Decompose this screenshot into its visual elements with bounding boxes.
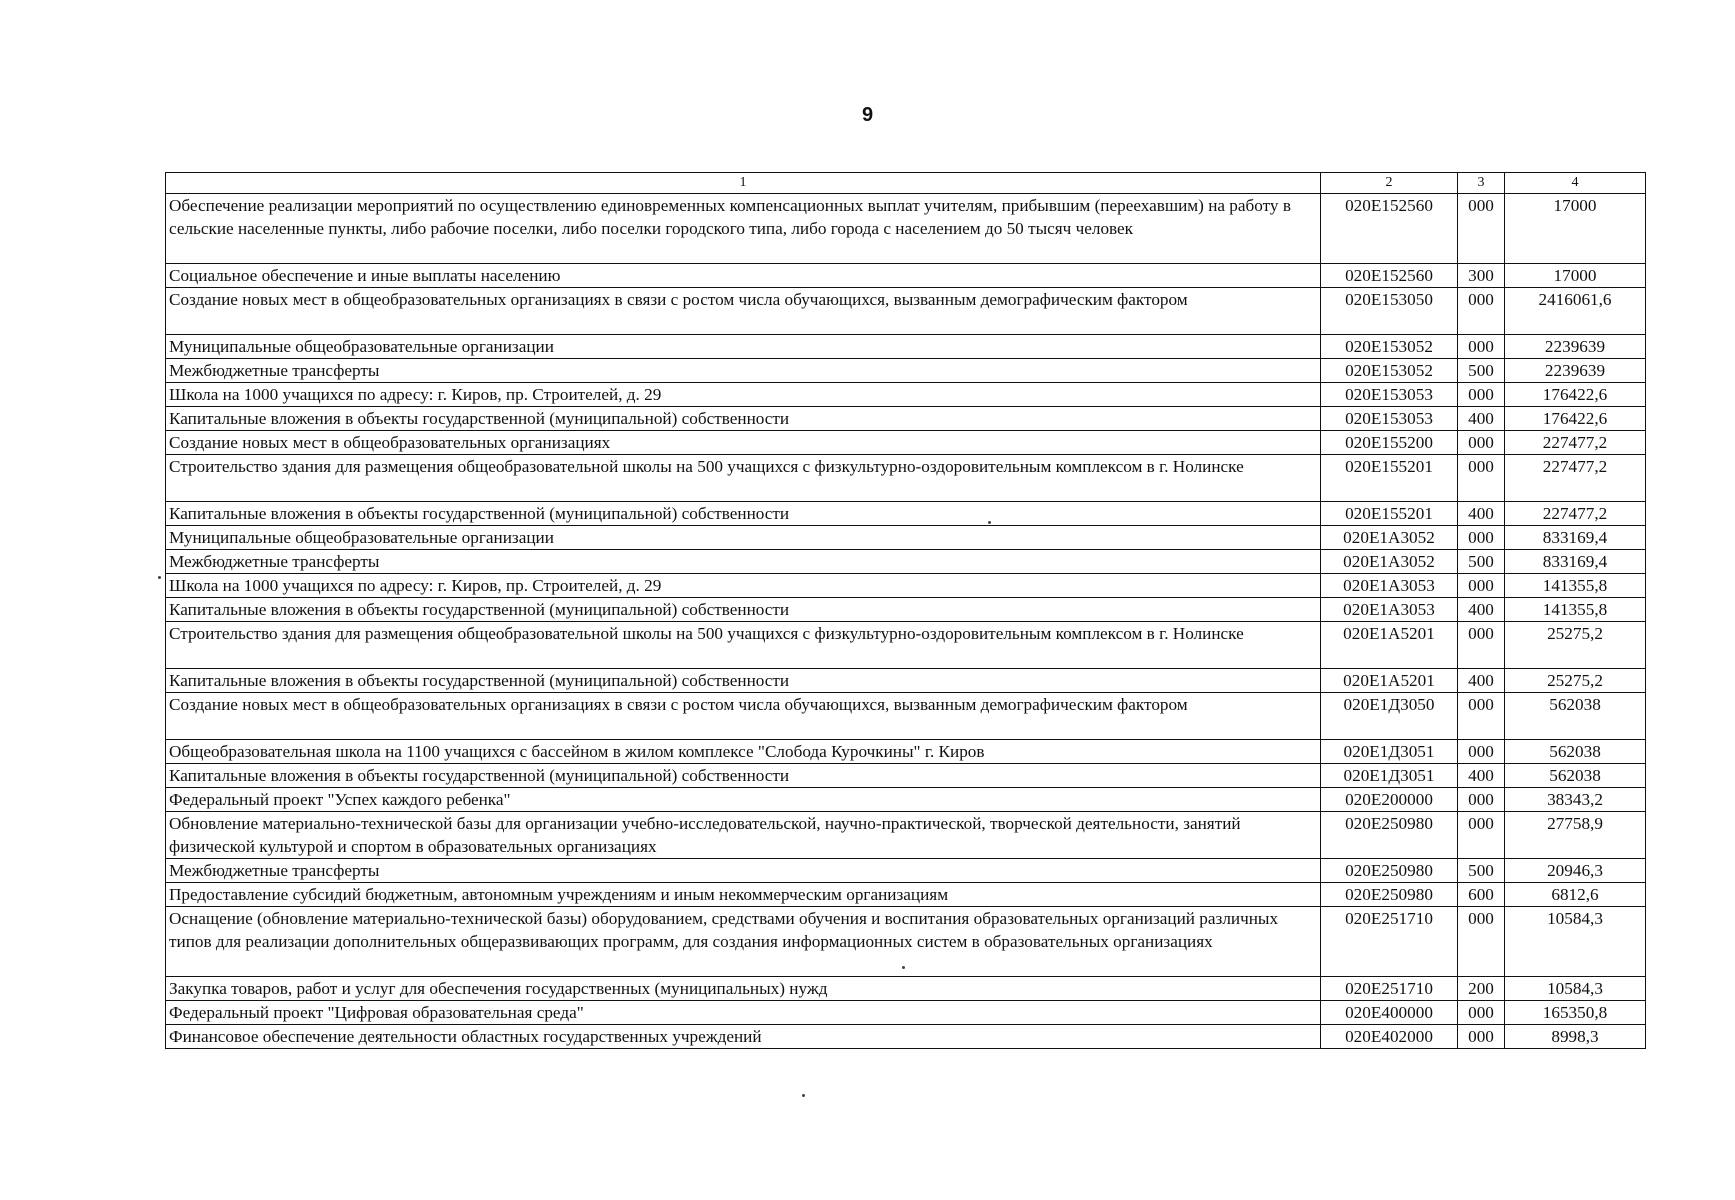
row-code-cell: 020E250980: [1321, 859, 1458, 883]
row-name-cell: Социальное обеспечение и иные выплаты населению: [166, 264, 1321, 288]
row-code-cell: 020E1Д3051: [1321, 740, 1458, 764]
row-sum-cell: 2416061,6: [1505, 288, 1646, 335]
row-sum-cell: 562038: [1505, 693, 1646, 740]
row-code-cell: 020E155201: [1321, 455, 1458, 502]
row-code-cell: 020E155201: [1321, 502, 1458, 526]
row-kind-cell: 000: [1458, 455, 1505, 502]
column-header-4: 4: [1505, 173, 1646, 194]
row-sum-cell: 25275,2: [1505, 669, 1646, 693]
row-kind-cell: 500: [1458, 550, 1505, 574]
table-row: [166, 431, 1646, 455]
row-kind-cell: 000: [1458, 288, 1505, 335]
row-code-cell: 020E1A5201: [1321, 622, 1458, 669]
row-kind-cell: 000: [1458, 431, 1505, 455]
row-code-cell: 020E1A3053: [1321, 574, 1458, 598]
row-code-cell: 020E152560: [1321, 264, 1458, 288]
table-row: [166, 526, 1646, 550]
row-name-cell: Капитальные вложения в объекты государственной (муниципальной) собственности: [166, 669, 1321, 693]
table-row: [166, 574, 1646, 598]
row-kind-cell: 300: [1458, 264, 1505, 288]
row-name-cell: Создание новых мест в общеобразовательных организациях в связи с ростом числа обучающихся, вызванным демографическим фактором: [166, 288, 1321, 335]
row-name-cell: Межбюджетные трансферты: [166, 359, 1321, 383]
row-kind-cell: 000: [1458, 693, 1505, 740]
page-number: 9: [861, 104, 874, 126]
row-sum-cell: 2239639: [1505, 335, 1646, 359]
row-sum-cell: 2239639: [1505, 359, 1646, 383]
row-code-cell: 020E153050: [1321, 288, 1458, 335]
row-code-cell: 020E200000: [1321, 788, 1458, 812]
row-code-cell: 020E250980: [1321, 812, 1458, 859]
table-row: [166, 812, 1646, 859]
row-sum-cell: 10584,3: [1505, 907, 1646, 977]
table-row: [166, 883, 1646, 907]
table-row: [166, 194, 1646, 264]
row-kind-cell: 000: [1458, 1001, 1505, 1025]
row-name-cell: Муниципальные общеобразовательные организации: [166, 335, 1321, 359]
row-sum-cell: 38343,2: [1505, 788, 1646, 812]
table-row: [166, 740, 1646, 764]
row-name-cell: Строительство здания для размещения общеобразовательной школы на 500 учащихся с физкультурно-оздоровительным комплексом в г. Нолинске: [166, 455, 1321, 502]
table-header-row: [166, 173, 1646, 194]
row-sum-cell: 8998,3: [1505, 1025, 1646, 1049]
row-kind-cell: 500: [1458, 859, 1505, 883]
row-code-cell: 020E1A3052: [1321, 526, 1458, 550]
row-kind-cell: 000: [1458, 194, 1505, 264]
table-row: [166, 288, 1646, 335]
table-row: [166, 977, 1646, 1001]
table-row: [166, 598, 1646, 622]
budget-table: [165, 172, 1646, 1049]
row-kind-cell: 400: [1458, 598, 1505, 622]
table-row: [166, 455, 1646, 502]
table-row: [166, 335, 1646, 359]
row-sum-cell: 20946,3: [1505, 859, 1646, 883]
row-kind-cell: 600: [1458, 883, 1505, 907]
row-name-cell: Межбюджетные трансферты: [166, 550, 1321, 574]
row-sum-cell: 27758,9: [1505, 812, 1646, 859]
row-sum-cell: 17000: [1505, 194, 1646, 264]
table-row: [166, 1025, 1646, 1049]
row-kind-cell: 000: [1458, 812, 1505, 859]
row-name-cell: Муниципальные общеобразовательные организации: [166, 526, 1321, 550]
row-kind-cell: 000: [1458, 788, 1505, 812]
row-name-cell: Федеральный проект "Цифровая образовательная среда": [166, 1001, 1321, 1025]
row-sum-cell: 176422,6: [1505, 383, 1646, 407]
table-row: [166, 859, 1646, 883]
scan-speck: [802, 1094, 805, 1097]
row-code-cell: 020E251710: [1321, 977, 1458, 1001]
table-row: [166, 907, 1646, 977]
row-sum-cell: 227477,2: [1505, 502, 1646, 526]
scan-speck: [902, 966, 905, 969]
row-name-cell: Капитальные вложения в объекты государственной (муниципальной) собственности: [166, 598, 1321, 622]
table-row: [166, 764, 1646, 788]
row-code-cell: 020E153053: [1321, 383, 1458, 407]
table-row: [166, 669, 1646, 693]
row-sum-cell: 227477,2: [1505, 431, 1646, 455]
row-name-cell: Капитальные вложения в объекты государственной (муниципальной) собственности: [166, 407, 1321, 431]
column-header-1: 1: [166, 173, 1321, 194]
row-code-cell: 020E153052: [1321, 335, 1458, 359]
row-name-cell: Общеобразовательная школа на 1100 учащихся с бассейном в жилом комплексе "Слобода Курочкины" г. Киров: [166, 740, 1321, 764]
row-sum-cell: 25275,2: [1505, 622, 1646, 669]
row-kind-cell: 400: [1458, 669, 1505, 693]
scan-speck: [988, 521, 991, 524]
row-sum-cell: 227477,2: [1505, 455, 1646, 502]
budget-table-body: [166, 173, 1646, 1049]
row-kind-cell: 000: [1458, 383, 1505, 407]
row-name-cell: Капитальные вложения в объекты государственной (муниципальной) собственности: [166, 764, 1321, 788]
row-sum-cell: 562038: [1505, 764, 1646, 788]
row-name-cell: Капитальные вложения в объекты государственной (муниципальной) собственности: [166, 502, 1321, 526]
row-name-cell: Обновление материально-технической базы для организации учебно-исследовательской, научно-практической, творческой деятельности, занятий физической культурой и спортом в образовательных организациях: [166, 812, 1321, 859]
row-code-cell: 020E153052: [1321, 359, 1458, 383]
row-name-cell: Межбюджетные трансферты: [166, 859, 1321, 883]
row-sum-cell: 17000: [1505, 264, 1646, 288]
row-name-cell: Оснащение (обновление материально-технической базы) оборудованием, средствами обучения и воспитания образовательных организаций различных типов для реализации дополнительных общеразвивающих программ, для создания информационных систем в образовательных организациях: [166, 907, 1321, 977]
row-sum-cell: 165350,8: [1505, 1001, 1646, 1025]
row-kind-cell: 000: [1458, 1025, 1505, 1049]
row-sum-cell: 141355,8: [1505, 598, 1646, 622]
row-code-cell: 020E1A3053: [1321, 598, 1458, 622]
row-name-cell: Закупка товаров, работ и услуг для обеспечения государственных (муниципальных) нужд: [166, 977, 1321, 1001]
row-code-cell: 020E402000: [1321, 1025, 1458, 1049]
table-row: [166, 264, 1646, 288]
row-code-cell: 020E1Д3051: [1321, 764, 1458, 788]
table-row: [166, 407, 1646, 431]
column-header-3: 3: [1458, 173, 1505, 194]
row-name-cell: Создание новых мест в общеобразовательных организациях в связи с ростом числа обучающихся, вызванным демографическим фактором: [166, 693, 1321, 740]
row-code-cell: 020E1A3052: [1321, 550, 1458, 574]
column-header-2: 2: [1321, 173, 1458, 194]
table-row: [166, 359, 1646, 383]
row-kind-cell: 400: [1458, 764, 1505, 788]
row-code-cell: 020E1A5201: [1321, 669, 1458, 693]
table-row: [166, 550, 1646, 574]
row-kind-cell: 000: [1458, 740, 1505, 764]
row-code-cell: 020E250980: [1321, 883, 1458, 907]
row-name-cell: Предоставление субсидий бюджетным, автономным учреждениям и иным некоммерческим организациям: [166, 883, 1321, 907]
scan-speck: [158, 576, 161, 579]
row-name-cell: Финансовое обеспечение деятельности областных государственных учреждений: [166, 1025, 1321, 1049]
row-kind-cell: 500: [1458, 359, 1505, 383]
row-sum-cell: 141355,8: [1505, 574, 1646, 598]
table-row: [166, 1001, 1646, 1025]
table-row: [166, 788, 1646, 812]
row-name-cell: Обеспечение реализации мероприятий по осуществлению единовременных компенсационных выплат учителям, прибывшим (переехавшим) на работу в сельские населенные пункты, либо рабочие поселки, либо поселки городского типа, либо города с населением до 50 тысяч человек: [166, 194, 1321, 264]
row-kind-cell: 000: [1458, 574, 1505, 598]
table-row: [166, 693, 1646, 740]
row-kind-cell: 000: [1458, 907, 1505, 977]
table-row: [166, 622, 1646, 669]
row-kind-cell: 000: [1458, 526, 1505, 550]
row-code-cell: 020E153053: [1321, 407, 1458, 431]
row-code-cell: 020E400000: [1321, 1001, 1458, 1025]
row-code-cell: 020E251710: [1321, 907, 1458, 977]
row-code-cell: 020E155200: [1321, 431, 1458, 455]
row-kind-cell: 400: [1458, 502, 1505, 526]
table-row: [166, 502, 1646, 526]
row-name-cell: Школа на 1000 учащихся по адресу: г. Киров, пр. Строителей, д. 29: [166, 383, 1321, 407]
row-code-cell: 020E1Д3050: [1321, 693, 1458, 740]
row-kind-cell: 400: [1458, 407, 1505, 431]
row-sum-cell: 10584,3: [1505, 977, 1646, 1001]
row-kind-cell: 200: [1458, 977, 1505, 1001]
row-kind-cell: 000: [1458, 335, 1505, 359]
row-sum-cell: 176422,6: [1505, 407, 1646, 431]
table-row: [166, 383, 1646, 407]
row-name-cell: Создание новых мест в общеобразовательных организациях: [166, 431, 1321, 455]
row-sum-cell: 833169,4: [1505, 526, 1646, 550]
row-kind-cell: 000: [1458, 622, 1505, 669]
row-sum-cell: 562038: [1505, 740, 1646, 764]
row-code-cell: 020E152560: [1321, 194, 1458, 264]
row-sum-cell: 6812,6: [1505, 883, 1646, 907]
row-name-cell: Федеральный проект "Успех каждого ребенка": [166, 788, 1321, 812]
row-name-cell: Строительство здания для размещения общеобразовательной школы на 500 учащихся с физкультурно-оздоровительным комплексом в г. Нолинске: [166, 622, 1321, 669]
row-sum-cell: 833169,4: [1505, 550, 1646, 574]
row-name-cell: Школа на 1000 учащихся по адресу: г. Киров, пр. Строителей, д. 29: [166, 574, 1321, 598]
